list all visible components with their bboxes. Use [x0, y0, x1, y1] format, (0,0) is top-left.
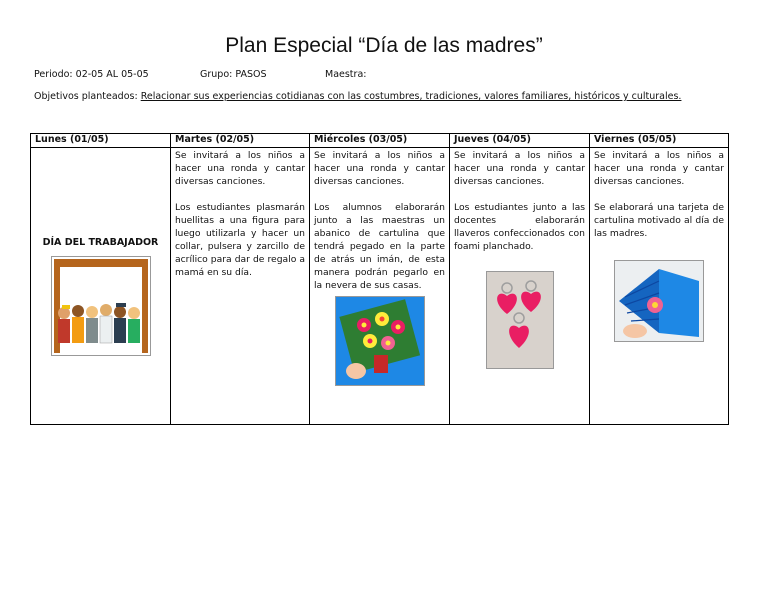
objectives-row [34, 91, 681, 102]
header-miercoles: Miércoles (03/05) [310, 134, 450, 148]
keychains-photo [486, 271, 554, 369]
objectives-text: Relacionar sus experiencias cotidianas con las costumbres, tradiciones, valores familiares, históricos y culturales. [140, 91, 682, 102]
header-viernes: Viernes (05/05) [590, 134, 729, 148]
objectives-label: Objetivos planteados: [34, 91, 138, 102]
maestra-label: Maestra: [325, 69, 367, 80]
cell-viernes [590, 148, 729, 425]
viernes-activity-2: Se elaborará una tarjeta de cartulina motivado al día de las madres. [594, 202, 724, 239]
table-row [31, 148, 729, 425]
workers-illustration [51, 256, 151, 356]
cell-jueves [450, 148, 590, 425]
viernes-activity-1: Se invitará a los niños a hacer una ronda y cantar diversas canciones. [594, 150, 724, 187]
cell-miercoles [310, 148, 450, 425]
card-photo [614, 260, 704, 342]
table-header-row [31, 134, 729, 148]
header-martes: Martes (02/05) [171, 134, 310, 148]
periodo-label: Periodo: 02-05 AL 05-05 [34, 69, 149, 80]
martes-activity-2: Los estudiantes plasmarán huellitas a una figura para luego utilizarla y hacer un collar, pulsera y zarcillo de acrílico para dar de regalo a mamá en su día. [175, 202, 305, 278]
header-jueves: Jueves (04/05) [450, 134, 590, 148]
miercoles-activity-2: Los alumnos elaborarán junto a las maestras un abanico de cartulina que tendrá pegado en la parte de atrás un imán, de esta manera podrán pegarlo en la nevera de sus casas. [314, 202, 445, 291]
cell-martes [171, 148, 310, 425]
header-lunes: Lunes (01/05) [31, 134, 171, 148]
cell-lunes [31, 148, 171, 425]
paper-flowers-photo [335, 296, 425, 386]
miercoles-activity-1: Se invitará a los niños a hacer una ronda y cantar diversas canciones. [314, 150, 445, 187]
holiday-label: DÍA DEL TRABAJADOR [42, 237, 159, 248]
page-title: Plan Especial “Día de las madres” [225, 34, 543, 57]
grupo-label: Grupo: PASOS [200, 69, 267, 80]
jueves-activity-2: Los estudiantes junto a las docentes elaborarán llaveros confeccionados con foami planchado. [454, 202, 585, 252]
martes-activity-1: Se invitará a los niños a hacer una ronda y cantar diversas canciones. [175, 150, 305, 187]
jueves-activity-1: Se invitará a los niños a hacer una ronda y cantar diversas canciones. [454, 150, 585, 187]
weekly-plan-table [30, 133, 729, 425]
